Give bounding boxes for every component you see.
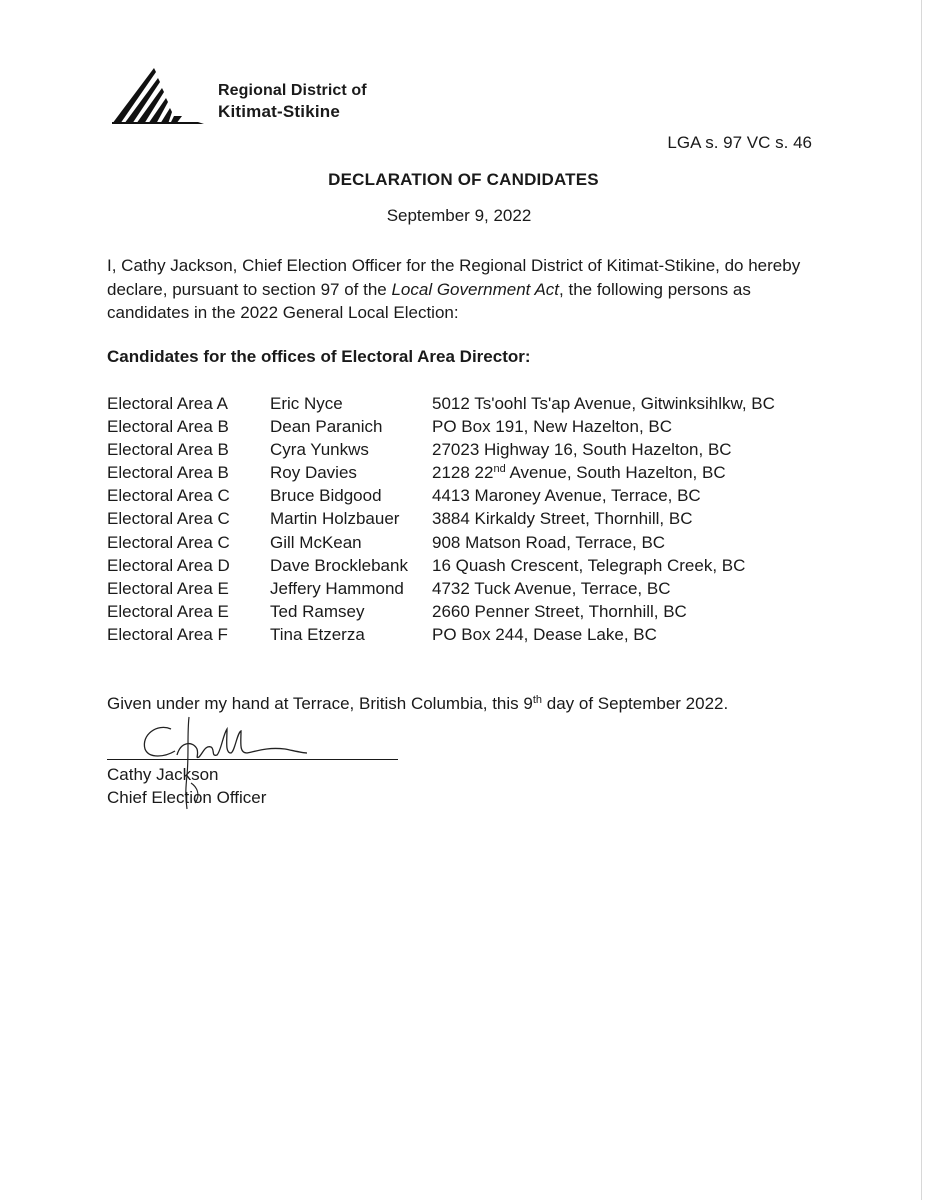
- candidate-address: 16 Quash Crescent, Telegraph Creek, BC: [432, 555, 746, 575]
- candidate-name: Cyra Yunkws: [270, 440, 369, 460]
- candidate-row: [107, 600, 827, 623]
- candidate-row: [107, 554, 827, 577]
- candidate-area: Electoral Area D: [107, 555, 230, 575]
- candidate-row: [107, 415, 827, 438]
- candidate-row: [107, 531, 827, 554]
- signer-title: Chief Election Officer: [107, 788, 267, 807]
- candidate-list: [107, 392, 827, 646]
- candidate-area: Electoral Area C: [107, 486, 230, 506]
- candidate-name: Bruce Bidgood: [270, 486, 382, 506]
- candidate-area: Electoral Area B: [107, 440, 229, 460]
- candidate-row: [107, 484, 827, 507]
- candidate-name: Tina Etzerza: [270, 624, 365, 644]
- declaration-text-after: , the following persons as candidates in the 2022 General Local Election:: [107, 279, 751, 322]
- candidate-address: 5012 Ts'oohl Ts'ap Avenue, Gitwinksihlkw, BC: [432, 394, 775, 413]
- candidate-area: Electoral Area E: [107, 601, 229, 621]
- candidate-row: [107, 577, 827, 600]
- organization-name: [218, 80, 367, 122]
- candidate-row: [107, 392, 827, 415]
- candidate-area: Electoral Area C: [107, 509, 230, 529]
- signer-name: Cathy Jackson: [107, 765, 219, 784]
- candidate-address: 27023 Highway 16, South Hazelton, BC: [432, 440, 732, 460]
- ordinal-suffix: th: [532, 694, 543, 706]
- candidate-row: [107, 507, 827, 530]
- candidate-name: Ted Ramsey: [270, 601, 365, 621]
- ordinal-suffix: nd: [493, 463, 506, 476]
- candidate-row: [107, 623, 827, 646]
- candidate-row: [107, 438, 827, 461]
- candidate-area: Electoral Area A: [107, 394, 228, 413]
- candidate-address: PO Box 191, New Hazelton, BC: [432, 417, 673, 437]
- legal-reference: LGA s. 97 VC s. 46: [667, 133, 812, 152]
- candidate-address: [432, 461, 726, 484]
- candidate-name: Martin Holzbauer: [270, 509, 400, 529]
- candidate-name: Gill McKean: [270, 532, 362, 552]
- candidate-address-number: 2128 22: [432, 463, 494, 483]
- act-name: Local Government Act: [391, 279, 560, 299]
- organization-logo: [112, 66, 372, 128]
- candidate-address: 4732 Tuck Avenue, Terrace, BC: [432, 578, 671, 598]
- candidate-address: 4413 Maroney Avenue, Terrace, BC: [432, 486, 701, 506]
- given-text-after: day of September 2022.: [542, 694, 729, 713]
- given-statement: [107, 692, 728, 715]
- candidate-address: 2660 Penner Street, Thornhill, BC: [432, 601, 687, 621]
- candidate-area: Electoral Area E: [107, 578, 229, 598]
- mountain-logo-icon: [112, 66, 212, 126]
- declaration-paragraph: [107, 254, 827, 325]
- candidate-address: 3884 Kirkaldy Street, Thornhill, BC: [432, 509, 693, 529]
- candidate-area: Electoral Area B: [107, 463, 229, 483]
- organization-name-line1: Regional District of: [218, 82, 367, 99]
- candidate-area: Electoral Area B: [107, 417, 229, 437]
- candidate-address: PO Box 244, Dease Lake, BC: [432, 624, 657, 644]
- candidate-area: Electoral Area C: [107, 532, 230, 552]
- document-title: DECLARATION OF CANDIDATES: [328, 170, 599, 189]
- candidate-name: Dean Paranich: [270, 417, 383, 437]
- candidate-name: Dave Brocklebank: [270, 555, 408, 575]
- given-text-before: Given under my hand at Terrace, British Columbia, this 9: [107, 694, 533, 713]
- declaration-text-before: I, Cathy Jackson, Chief Election Officer for the Regional District of Kitimat-Stikine, do hereby declare, pursuant to section 97 of the: [107, 256, 801, 299]
- candidate-name: Jeffery Hammond: [270, 578, 404, 598]
- signature-line: [107, 759, 398, 760]
- candidate-address-rest: Avenue, South Hazelton, BC: [505, 463, 726, 483]
- section-heading: Candidates for the offices of Electoral Area Director:: [107, 347, 531, 366]
- candidate-area: Electoral Area F: [107, 624, 228, 644]
- candidate-address: 908 Matson Road, Terrace, BC: [432, 532, 666, 552]
- candidate-name: Roy Davies: [270, 463, 357, 483]
- candidate-name: Eric Nyce: [270, 394, 343, 413]
- candidate-row: [107, 461, 827, 484]
- organization-name-line2: Kitimat-Stikine: [218, 102, 341, 121]
- document-date: September 9, 2022: [386, 206, 532, 225]
